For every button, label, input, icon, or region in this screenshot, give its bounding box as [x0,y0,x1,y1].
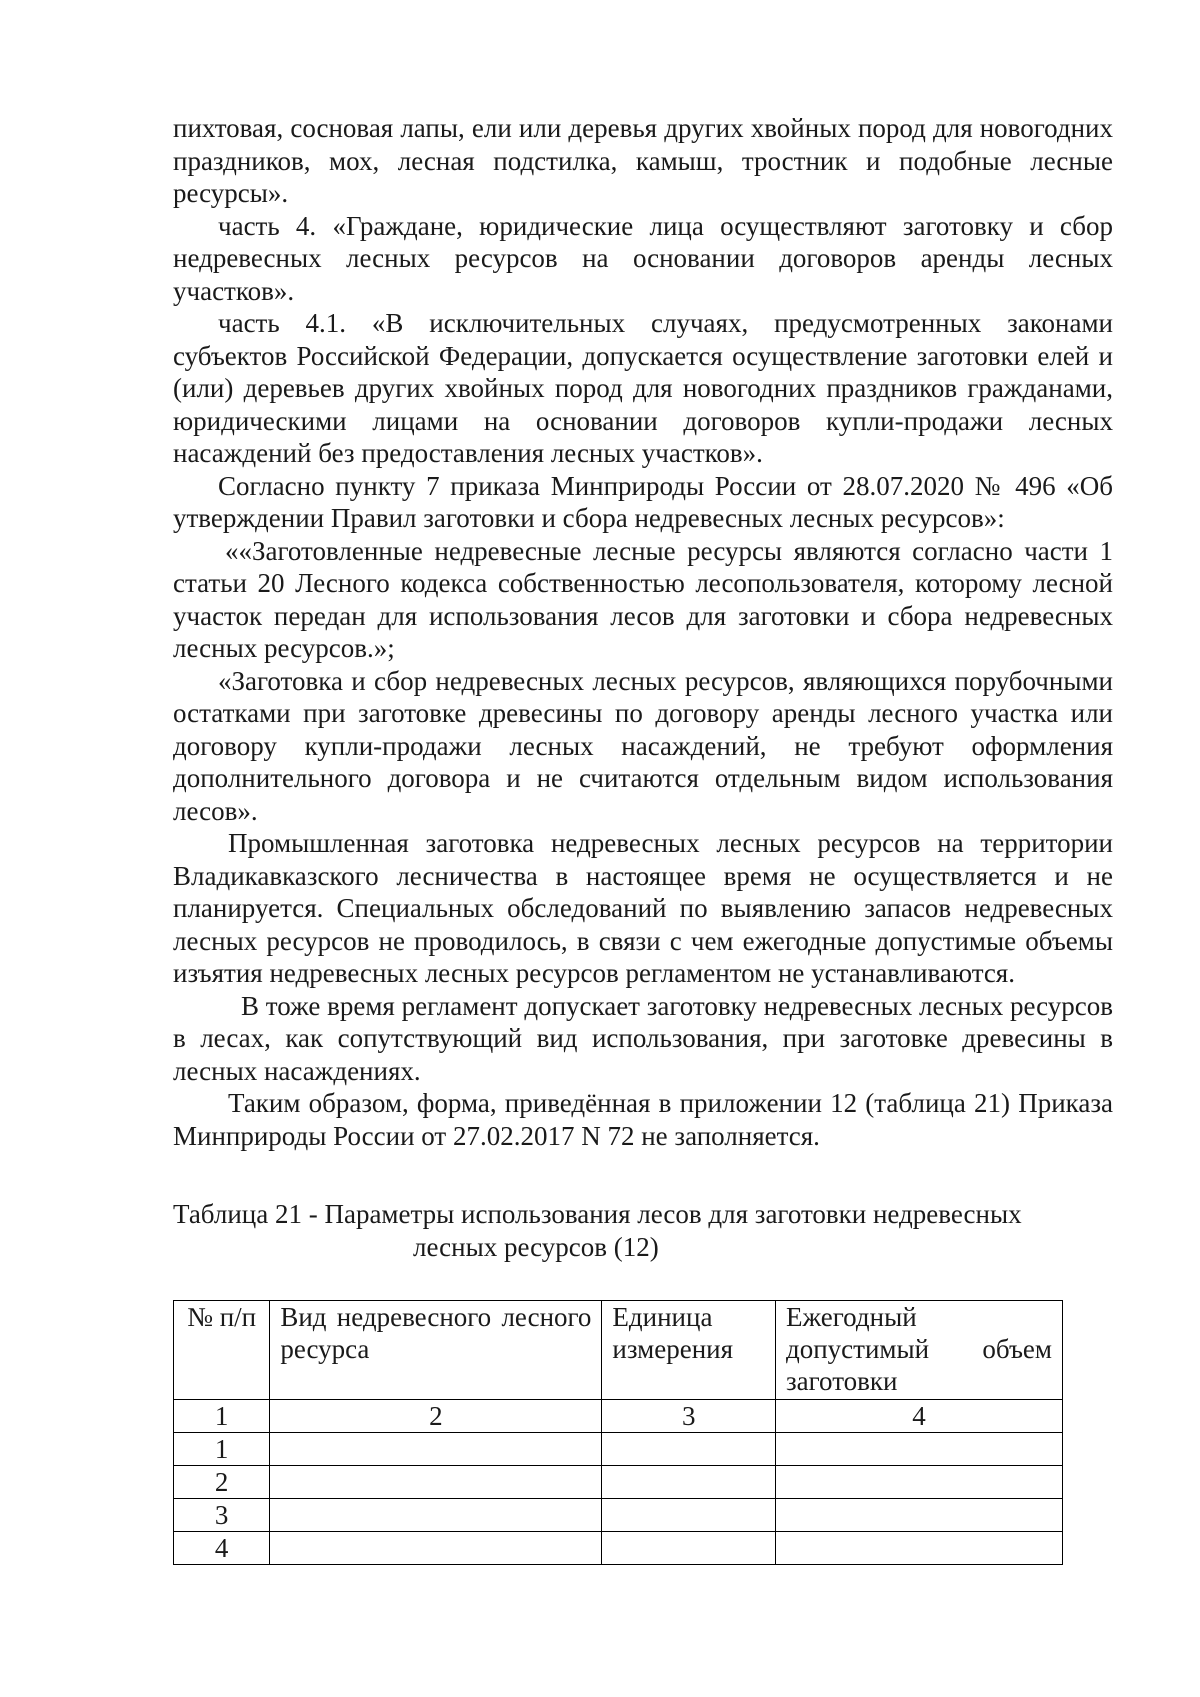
paragraph-regulation-allows: В тоже время регламент допускает заготовку недревесных лесных ресурсов в лесах, как сопутствующий вид использования, при заготовке древесины в лесных насаждениях. [173,990,1113,1086]
paragraph-part-4-1: часть 4.1. «В исключительных случаях, предусмотренных законами субъектов Российской Федерации, допускается осуществление заготовки елей и (или) деревьев других хвойных пород для новогодних праздников гражданами, юридическими лицами на основании договоров купли-продажи лесных насаждений без предоставления лесных участков». [173,308,1113,468]
paragraph-quote-harvested: ««Заготовленные недревесные лесные ресурсы являются согласно части 1 статьи 20 Лесного кодекса собственностью лесопользователя, которому лесной участок передан для использования лесов для заготовки и сбора недревесных лесных ресурсов.»; [173,535,1113,663]
column-number-cell: 1 [174,1400,270,1433]
row-number-cell: 4 [174,1532,270,1565]
column-number-cell: 2 [270,1400,602,1433]
table-header-row [174,1301,1063,1400]
header-resource-type: Вид недревесного лесного ресурса [270,1301,602,1400]
table-cell [776,1466,1063,1499]
paragraph-form-not-filled: Таким образом, форма, приведённая в приложении 12 (таблица 21) Приказа Минприроды России от 27.02.2017 N 72 не заполняется. [173,1088,1113,1151]
table-cell [270,1466,602,1499]
table-row [174,1433,1063,1466]
table-column-number-row [174,1400,1063,1433]
row-number-cell: 1 [174,1433,270,1466]
parameters-table [173,1300,1063,1565]
header-number: № п/п [174,1301,270,1400]
table-cell [270,1499,602,1532]
row-number-cell: 3 [174,1499,270,1532]
table-cell [602,1532,776,1565]
body-text [173,112,1113,1152]
table-caption-line-1: Таблица 21 - Параметры использования лесов для заготовки недревесных [173,1199,1022,1229]
table-row [174,1499,1063,1532]
table-cell [776,1499,1063,1532]
table-caption-line-2: лесных ресурсов (12) [413,1232,659,1262]
paragraph-industrial-harvest: Промышленная заготовка недревесных лесных ресурсов на территории Владикавказского лесничества в настоящее время не осуществляется и не планируется. Специальных обследований по выявлению запасов недревесных лесных ресурсов не проводилось, в связи с чем ежегодные допустимые объемы изъятия недревесных лесных ресурсов регламентом не устанавливаются. [173,828,1113,988]
table-cell [602,1433,776,1466]
table-row [174,1466,1063,1499]
table-cell [270,1433,602,1466]
table-cell [602,1499,776,1532]
header-annual-volume: Ежегодный допустимый объем заготовки [776,1301,1063,1400]
header-unit: Единица измерения [602,1301,776,1400]
paragraph-order-496: Согласно пункту 7 приказа Минприроды России от 28.07.2020 № 496 «Об утверждении Правил заготовки и сбора недревесных лесных ресурсов»: [173,470,1113,533]
table-cell [776,1433,1063,1466]
table-caption [173,1198,1093,1264]
paragraph-continuation: пихтовая, сосновая лапы, ели или деревья других хвойных пород для новогодних праздников, мох, лесная подстилка, камыш, тростник и подобные лесные ресурсы». [173,113,1113,208]
paragraph-part-4: часть 4. «Граждане, юридические лица осуществляют заготовку и сбор недревесных лесных ресурсов на основании договоров аренды лесных участков». [173,210,1113,306]
column-number-cell: 3 [602,1400,776,1433]
row-number-cell: 2 [174,1466,270,1499]
table-cell [270,1532,602,1565]
table-cell [602,1466,776,1499]
table-row [174,1532,1063,1565]
table-cell [776,1532,1063,1565]
paragraph-quote-residues: «Заготовка и сбор недревесных лесных ресурсов, являющихся порубочными остатками при заготовке древесины по договору аренды лесного участка или договору купли-продажи лесных насаждений, не требуют оформления дополнительного договора и не считаются отдельным видом использования лесов». [173,665,1113,826]
column-number-cell: 4 [776,1400,1063,1433]
